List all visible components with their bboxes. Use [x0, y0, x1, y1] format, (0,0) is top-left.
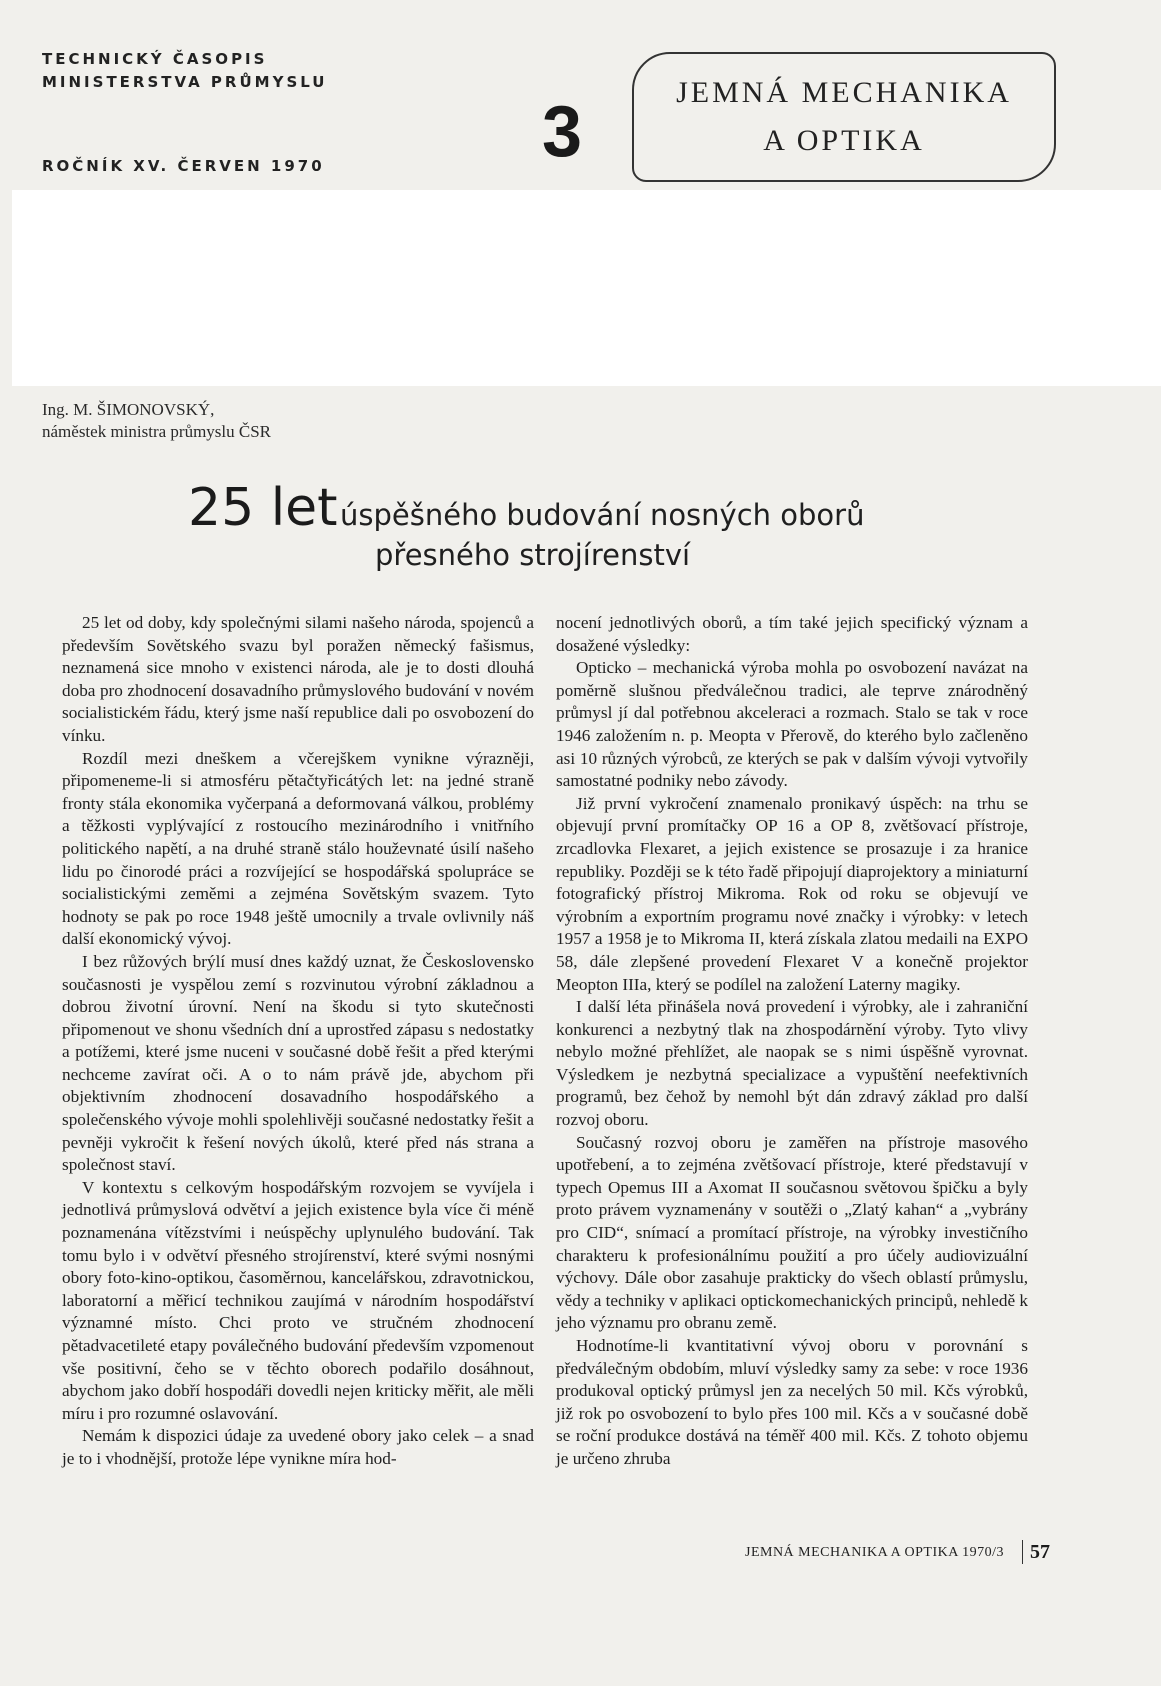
footer-separator — [1022, 1540, 1023, 1564]
masthead-line-1: TECHNICKÝ ČASOPIS — [42, 50, 268, 68]
right-column — [556, 612, 1028, 1471]
masthead-line-2: MINISTERSTVA PRŮMYSLU — [42, 73, 328, 91]
journal-title-box — [632, 52, 1056, 182]
headline-line-2: přesného strojírenství — [375, 538, 691, 572]
headline-big: 25 let — [188, 478, 338, 538]
issue-number: 3 — [542, 92, 583, 172]
journal-title-line-1: JEMNÁ MECHANIKA — [676, 76, 1012, 109]
author-name: Ing. M. ŠIMONOVSKÝ, — [42, 400, 215, 419]
paragraph: 25 let od doby, kdy společnými silami našeho národa, spojenců a především Sovětského svazu byl poražen německý fašismus, neznamená sice mnoho v existenci národa, ale je to dosti dlouhá doba pro zhodnocení dosavadního průmyslového budování v novém socialistickém řádu, který jsme naší republice dali po osvobození do vínku. — [62, 613, 534, 745]
paragraph: Nemám k dispozici údaje za uvedené obory jako celek – a snad je to i vhodnější, protože lépe vynikne míra hod- — [62, 1426, 534, 1468]
paragraph: Již první vykročení znamenalo pronikavý úspěch: na trhu se objevují první promítačky OP 16 a OP 8, zvětšovací přístroje, zrcadlovka Flexaret, a jejich existence se prosazuje i za hranice republiky. Později se k této řadě připojují diaprojektory a miniaturní fotografický přístroj Mikroma. Rok od roku se objevují ve výrobním a exportním programu nové značky i výrobky: v letech 1957 a 1958 je to Mikroma II, která získala zlatou medaili na EXPO 58, dále zlepšené provedení Flexaret V a konečně projektor Meopton IIIa, který se podílel na založení Laterny magiky. — [556, 793, 1028, 994]
footer-running-title: JEMNÁ MECHANIKA A OPTIKA 1970/3 — [745, 1545, 1004, 1560]
paragraph: I bez růžových brýlí musí dnes každý uznat, že Československo současnosti je vyspělou zemí s rozvinutou výrobní základnou a dobrou životní úrovní. Není na škodu si tyto skutečnosti připomenout ve shonu všedních dní a uprostřed zápasu s nedostatky a potížemi, které jsme nuceni v současné době řešit a před kterými nechceme zavírat oči. A o to nám právě jde, abychom při objektivním zhodnocení dosavadního hospodářského a společenského vývoje mohli spolehlivěji současné nedostatky řešit a pevněji vykročit k řešení nových úkolů, které před nás strana a společnost staví. — [62, 951, 534, 1175]
paragraph: I další léta přinášela nová provedení i výrobky, ale i zahraniční konkurenci a nezbytný tlak na zhospodárnění výroby. Tyto vlivy nebylo možné přehlížet, ale naopak se s nimi úspěšně vyrovnat. Výsledkem je nezbytná specializace a vypuštění neefektivních programů, bez čehož by nemohl být dán zdravý základ pro další rozvoj oboru. — [556, 997, 1028, 1130]
left-column — [62, 612, 534, 1471]
journal-title-line-2: A OPTIKA — [763, 124, 925, 157]
volume-line: ROČNÍK XV. ČERVEN 1970 — [42, 157, 325, 175]
paragraph: Současný rozvoj oboru je zaměřen na přístroje masového upotřebení, a to zejména zvětšovací přístroje, které představují v typech Opemus III a Axomat II současnou světovou špičku a byly proto právem vyznamenány v soutěži o „Zlatý kahan“ a „vybrány pro CID“, snímací a promítací přístroje, na výrobky investičního charakteru k profesionálnímu použití a pro účely audiovizuální výchovy. Dále obor zasahuje prakticky do všech oblastí průmyslu, vědy a techniky v aplikaci optickomechanických principů, nehledě k jeho významu pro obranu země. — [556, 1132, 1029, 1333]
paragraph: Hodnotíme-li kvantitativní vývoj oboru v porovnání s předválečným obdobím, mluví výsledky samy za sebe: v roce 1936 produkoval optický průmysl jen za necelých 50 mil. Kčs výrobků, již rok po osvobození to bylo přes 100 mil. Kčs a v současné době se roční produkce dostává na téměř 400 mil. Kčs. Z tohoto objemu je určeno zhruba — [556, 1336, 1028, 1468]
paragraph: Rozdíl mezi dneškem a včerejškem vynikne výrazněji, připomeneme-li si atmosféru pětačtyřicátých let: na jedné straně fronty stála ekonomika vyčerpaná a deformovaná válkou, problémy a těžkosti vyplývající z rostoucího mezinárodního i vnitřního politického napětí, a na druhé straně stálo houževnaté úsilí našeho lidu po činorodé práci a rozvíjející se hospodářská spolupráce se socialistickými zeměmi a zejména Sovětským svazem. Tyto hodnoty se pak po roce 1948 ještě umocnily a trvale ovlivnily náš další ekonomický vývoj. — [62, 748, 534, 949]
author-position: náměstek ministra průmyslu ČSR — [42, 422, 272, 441]
paragraph: nocení jednotlivých oborů, a tím také jejich specifický význam a dosažené výsledky: — [556, 613, 1028, 655]
headline-line-1: úspěšného budování nosných oborů — [340, 498, 865, 532]
page-number: 57 — [1030, 1541, 1050, 1563]
paragraph: V kontextu s celkovým hospodářským rozvojem se vyvíjela i jednotlivá průmyslová odvětví a jejich existence byla více či méně poznamenána vítězstvími i neúspěchy uplynulého budování. Tak tomu bylo i v odvětví přesného strojírenství, které svými nosnými obory foto-kino-optikou, časoměrnou, kancelářskou, zdravotnickou, laboratorní a měřicí technikou zaujímá v národním hospodářství významné místo. Chci proto ve stručném zhodnocení pětadvacetileté etapy poválečného budování především vzpomenout vše positivní, čeho se v těchto oborech podařilo dosáhnout, abychom jako dobří hospodáři dovedli nejen kriticky měřit, ale měli míru i pro rozumné oslavování. — [62, 1177, 534, 1423]
blank-region — [12, 190, 1161, 386]
paragraph: Opticko – mechanická výroba mohla po osvobození navázat na poměrně slušnou předválečnou tradici, ale teprve znárodněný průmysl jí dal potřebnou akceleraci a rozmach. Stalo se tak v roce 1946 založením n. p. Meopta v Přerově, do kterého bylo začleněno asi 10 různých výrobců, ze kterých se pak v dalším vývoji vytvořily samostatné podniky nebo závody. — [556, 658, 1028, 791]
